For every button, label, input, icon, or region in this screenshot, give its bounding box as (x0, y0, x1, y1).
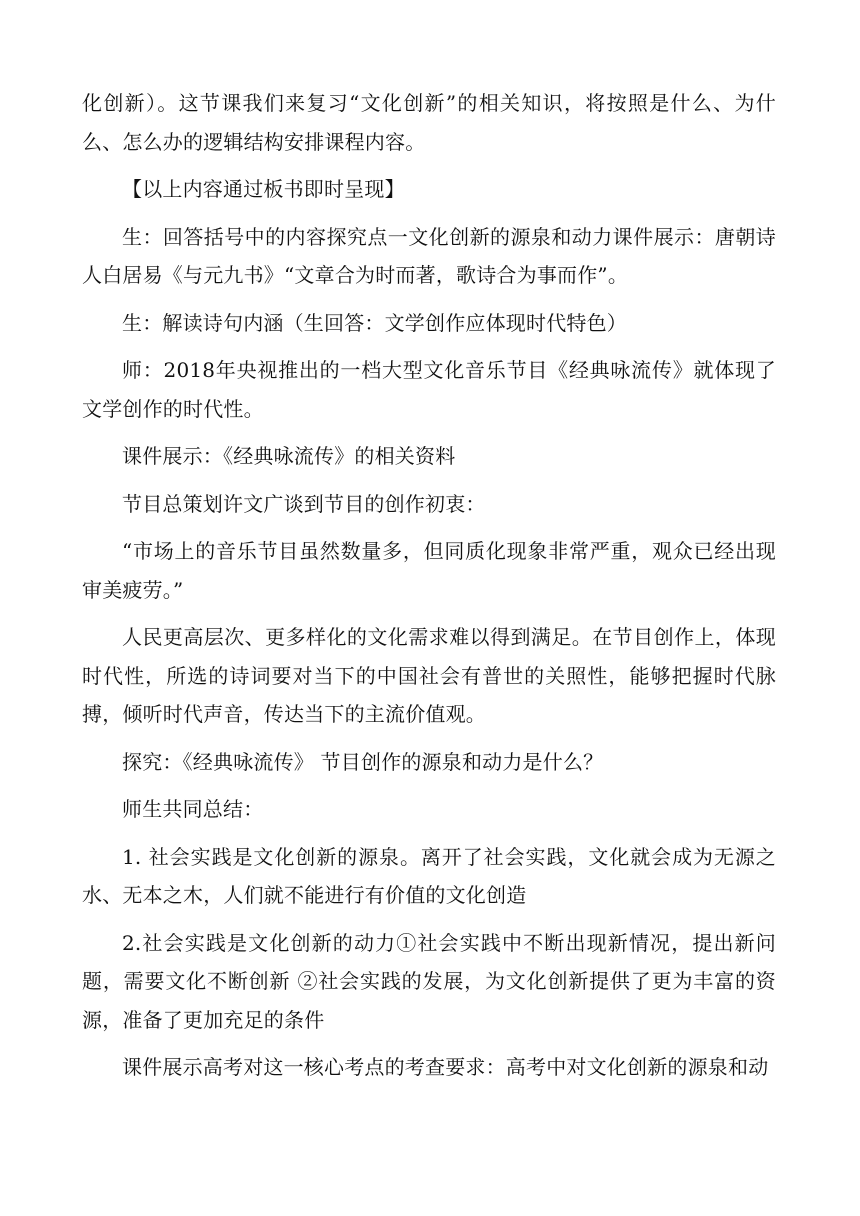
paragraph-student-interpret: 生：解读诗句内涵（生回答：文学创作应体现时代特色） (122, 310, 627, 335)
paragraph-quote: “市场上的音乐节目虽然数量多，但同质化现象非常严重，观众已经出现审美疲劳。” (82, 539, 776, 602)
paragraph-summary-heading: 师生共同总结： (122, 797, 264, 821)
paragraph-producer-intro: 节目总策划许文广谈到节目的创作初衷： (122, 491, 486, 516)
paragraph-people-needs: 人民更高层次、更多样化的文化需求难以得到满足。在节目创作上，体现时代性，所选的诗词要对当下的中国社会有普世的关照性，能够把握时代脉搏，倾听时代声音，传达当下的主流价值观。 (82, 625, 776, 726)
paragraph-point-2: 2.社会实践是文化创新的动力①社会实践中不断出现新情况，提出新问题，需要文化不断创新 ②社会实践的发展，为文化创新提供了更为丰富的资源，准备了更加充足的条件 (82, 930, 776, 1032)
paragraph-inquiry: 探究：《经典咏流传》 节目创作的源泉和动力是什么？ (122, 749, 604, 774)
document-page (82, 84, 776, 1087)
paragraph-intro: 化创新）。这节课我们来复习“文化创新”的相关知识，将按照是什么、为什么、怎么办的逻辑结构安排课程内容。 (82, 91, 776, 154)
paragraph-exam-requirement: 课件展示高考对这一核心考点的考查要求：高考中对文化创新的源泉和动 (122, 1055, 769, 1079)
paragraph-teacher-program: 师：2018年央视推出的一档大型文化音乐节目《经典咏流传》就体现了文学创作的时代性。 (82, 358, 776, 421)
paragraph-board-note: 【以上内容通过板书即时呈现】 (122, 177, 405, 201)
paragraph-point-1: 1. 社会实践是文化创新的源泉。离开了社会实践，文化就会成为无源之水、无本之木，人们就不能进行有价值的文化创造 (82, 844, 776, 907)
paragraph-student-answer: 生：回答括号中的内容探究点一文化创新的源泉和动力课件展示：唐朝诗人白居易《与元九书》“文章合为时而著，歌诗合为事而作”。 (82, 224, 776, 287)
paragraph-courseware-show: 课件展示：《经典咏流传》的相关资料 (122, 444, 456, 468)
